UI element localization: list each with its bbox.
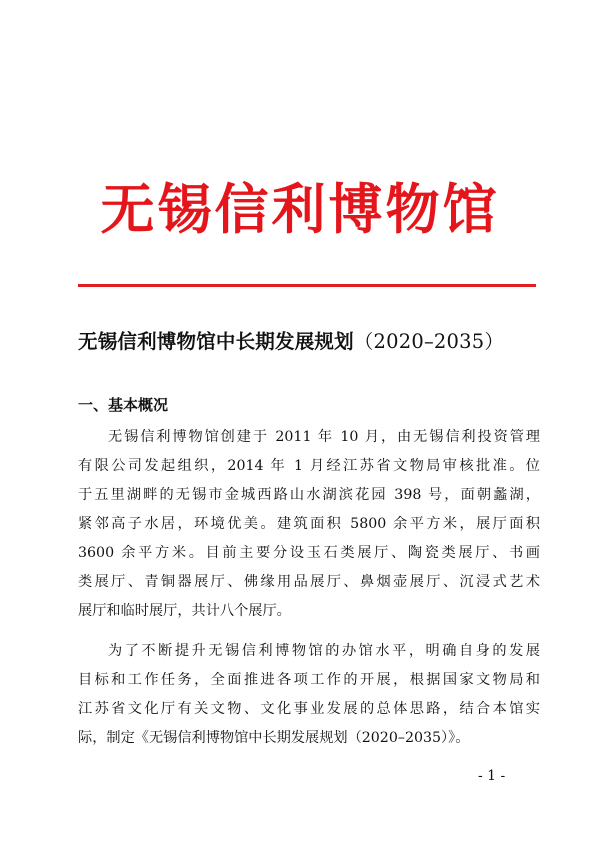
paragraph-purpose <box>78 637 540 753</box>
paragraph-line: 有限公司发起组织，2014 年 1 月经江苏省文物局审核批准。位 <box>78 458 540 474</box>
page-number: - 1 - <box>478 768 506 784</box>
paragraph-line: 目标和工作任务，全面推进各项工作的开展，根据国家文物局和 <box>78 672 540 688</box>
paragraph-line: 为了不断提升无锡信利博物馆的办馆水平，明确自身的发展 <box>108 643 540 659</box>
section-heading: 一、基本概况 <box>78 396 169 414</box>
paragraph-line: 际，制定《无锡信利博物馆中长期发展规划（2020–2035）》。 <box>78 730 470 746</box>
paragraph-line: 类展厅、青铜器展厅、佛缘用品展厅、鼻烟壶展厅、沉浸式艺术 <box>78 574 540 590</box>
red-header-rule <box>78 284 536 287</box>
paragraph-line: 展厅和临时展厅，共计八个展厅。 <box>78 603 291 619</box>
paragraph-overview <box>78 423 540 626</box>
masthead-title: 无锡信利博物馆 <box>100 178 500 241</box>
paragraph-line: 江苏省文化厅有关文物、文化事业发展的总体思路，结合本馆实 <box>78 701 540 717</box>
document-title-years: （2020–2035） <box>353 330 505 353</box>
paragraph-line: 紧邻高子水居，环境优美。建筑面积 5800 余平方米，展厅面积 <box>78 516 540 532</box>
paragraph-line: 3600 余平方米。目前主要分设玉石类展厅、陶瓷类展厅、书画 <box>78 545 540 561</box>
paragraph-line: 无锡信利博物馆创建于 2011 年 10 月，由无锡信利投资管理 <box>108 429 540 445</box>
document-title-main: 无锡信利博物馆中长期发展规划 <box>78 330 354 353</box>
document-title <box>78 328 538 356</box>
paragraph-line: 于五里湖畔的无锡市金城西路山水湖滨花园 398 号，面朝蠡湖， <box>78 487 540 503</box>
